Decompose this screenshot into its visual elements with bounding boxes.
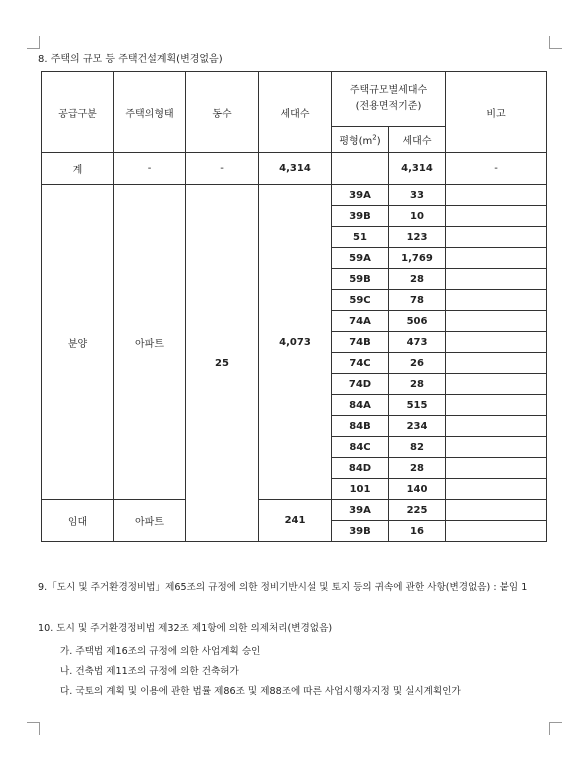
units-cell: 225 [389, 500, 446, 521]
header-scale-line2: (전용면적기준) [355, 101, 422, 112]
remarks-cell [446, 353, 547, 374]
remarks-cell [446, 479, 547, 500]
header-buildings: 동수 [186, 72, 259, 153]
table-row [42, 500, 547, 521]
units-cell: 140 [389, 479, 446, 500]
units-cell: 33 [389, 185, 446, 206]
rent-type: 아파트 [114, 500, 186, 542]
area-cell: 101 [332, 479, 389, 500]
units-cell: 506 [389, 311, 446, 332]
remarks-cell [446, 332, 547, 353]
units-cell: 123 [389, 227, 446, 248]
units-cell: 1,769 [389, 248, 446, 269]
remarks-cell [446, 227, 547, 248]
header-area: 평형$(m^2)$ [332, 127, 389, 153]
section-10-item-da: 다. 국토의 계획 및 이용에 관한 법률 제86조 및 제88조에 따른 사업시행자지정 및 실시계획인가 [60, 686, 461, 697]
corner-mark-top-right [549, 36, 562, 49]
area-cell: 39A [332, 185, 389, 206]
corner-mark-top-left [27, 36, 40, 49]
remarks-cell [446, 248, 547, 269]
total-area [332, 153, 389, 185]
units-cell: 16 [389, 521, 446, 542]
table-row [42, 185, 547, 206]
area-cell: 59B [332, 269, 389, 290]
area-cell: 59C [332, 290, 389, 311]
units-cell: 515 [389, 395, 446, 416]
units-cell: 10 [389, 206, 446, 227]
remarks-cell [446, 437, 547, 458]
area-cell: 74C [332, 353, 389, 374]
units-cell: 28 [389, 458, 446, 479]
section-10-title: 10. 도시 및 주거환경정비법 제32조 제1항에 의한 의제처리(변경없음) [38, 623, 333, 634]
header-units: 세대수 [389, 127, 446, 153]
total-type: - [114, 153, 186, 185]
sale-label: 분양 [42, 185, 114, 500]
area-cell: 39B [332, 206, 389, 227]
rent-households: 241 [259, 500, 332, 542]
header-scale [332, 72, 446, 127]
corner-mark-bottom-left [27, 722, 40, 735]
area-cell: 51 [332, 227, 389, 248]
area-cell: 84A [332, 395, 389, 416]
total-households: 4,314 [259, 153, 332, 185]
area-cell: 39B [332, 521, 389, 542]
units-cell: 78 [389, 290, 446, 311]
sale-type: 아파트 [114, 185, 186, 500]
area-cell: 59A [332, 248, 389, 269]
units-cell: 26 [389, 353, 446, 374]
remarks-cell [446, 458, 547, 479]
header-households: 세대수 [259, 72, 332, 153]
area-cell: 84D [332, 458, 389, 479]
total-buildings: - [186, 153, 259, 185]
header-supply: 공급구분 [42, 72, 114, 153]
remarks-cell [446, 395, 547, 416]
remarks-cell [446, 416, 547, 437]
units-cell: 234 [389, 416, 446, 437]
remarks-cell [446, 269, 547, 290]
sale-households: 4,073 [259, 185, 332, 500]
corner-mark-bottom-right [549, 722, 562, 735]
area-cell: 74A [332, 311, 389, 332]
header-type: 주택의형태 [114, 72, 186, 153]
section-10-item-na: 나. 건축법 제11조의 규정에 의한 건축허가 [60, 666, 239, 677]
remarks-cell [446, 206, 547, 227]
units-cell: 82 [389, 437, 446, 458]
remarks-cell [446, 500, 547, 521]
area-cell: 84B [332, 416, 389, 437]
units-cell: 28 [389, 269, 446, 290]
remarks-cell [446, 185, 547, 206]
housing-plan-table [41, 71, 547, 542]
header-remarks: 비고 [446, 72, 547, 153]
area-cell: 84C [332, 437, 389, 458]
header-scale-line1: 주택규모별세대수 [349, 85, 428, 96]
area-cell: 39A [332, 500, 389, 521]
remarks-cell [446, 311, 547, 332]
units-cell: 473 [389, 332, 446, 353]
units-cell: 28 [389, 374, 446, 395]
remarks-cell [446, 374, 547, 395]
buildings-count: 25 [186, 185, 259, 542]
area-cell: 74B [332, 332, 389, 353]
section-9-text: 9.「도시 및 주거환경정비법」제65조의 규정에 의한 정비기반시설 및 토지 등의 귀속에 관한 사항(변경없음) : 붙임 1 [38, 582, 528, 593]
section-10-item-ga: 가. 주택법 제16조의 규정에 의한 사업계획 승인 [60, 646, 261, 657]
total-label: 계 [42, 153, 114, 185]
area-cell: 74D [332, 374, 389, 395]
remarks-cell [446, 521, 547, 542]
rent-label: 임대 [42, 500, 114, 542]
total-units: 4,314 [389, 153, 446, 185]
section-8-title: 8. 주택의 규모 등 주택건설계획(변경없음) [38, 54, 223, 65]
remarks-cell [446, 290, 547, 311]
total-remarks: - [446, 153, 547, 185]
